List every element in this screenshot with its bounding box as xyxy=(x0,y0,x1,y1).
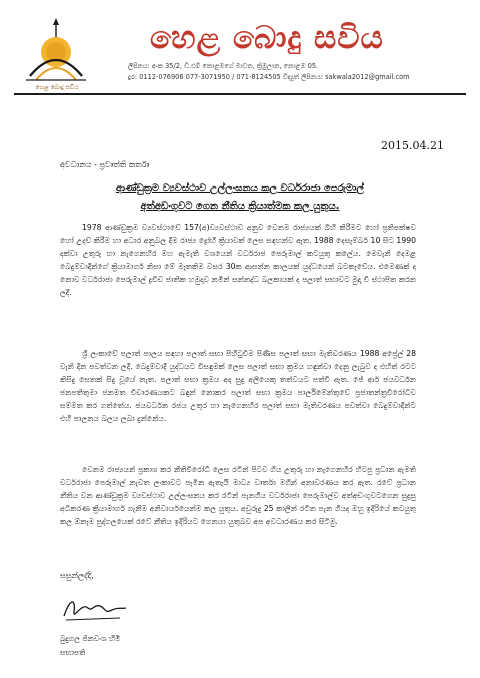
org-name: හෙළ බොදු සවිය xyxy=(150,20,384,56)
body-paragraph-2: ශ්‍රී ලංකාවේ පලාත් පාලය සඳහා පලාත් සභා පිහිටුවීම පිණිස පලාත් සභා මැතිවරණය 1988 අප්‍රේල් 28 වැනි දින පවත්වන ලදී. බෙදුම්වාදී යුද්ධයට විසඳුමක් ලෙස පලාත් සභා ක්‍රමය හඳුන්වා දෙනු ලැබුව ද එහිත් රටට කිසිදු සෙතක් සිදු වූයේ නැත. පලාත් සභා ක්‍රමය අද සුදු අලියෙකු තත්වයට පත්වී ඇත. ජේ ආර් ජයවර්ධන ජනපතිතුමා ජනමත විචාරණයකට බඳුන් නොකර පලාත් සභා ක්‍රමය පාර්ලිමේන්තුවේ ප්‍රජාතන්ත්‍රවිරෝධීව සම්මත කර ගත්තේය. ජයවර්ධන රජය උතුර හා නැගෙනහිර පලාත් සභා මැතිවරණය පවත්වා බෙදුම්වාදීන්ට එහි පාලනය බලය ලබා දුන්නේය. xyxy=(60,349,416,423)
letterhead-divider xyxy=(14,93,466,95)
closing-salutation: සසුන්ලද්දි, xyxy=(60,571,94,580)
logo-caption: හෙළ බොදු සවිය xyxy=(35,84,79,91)
contact-phone-email: දුර: 0112-076906 077-3071950 / 071-8124505 විද්‍යුත් ලිපිනය: sakwala2012@gmail.com xyxy=(128,73,410,81)
signer-name: බුදුගල ජිනවංශ හිමි xyxy=(60,634,121,643)
letter-date: 2015.04.21 xyxy=(381,139,444,152)
org-logo-icon xyxy=(22,18,90,90)
letter-heading-line1: ආණ්ඩුක්‍රම ව්‍යවස්ථාව උල්ලංඝනය කල වර්ධරාජා පෙරුමාල් xyxy=(115,183,365,194)
signer-title: සභාපති xyxy=(60,648,86,657)
body-paragraph-3: වෙනම රාජ්‍යයන් ප්‍රකාශ කර නීතිවිරෝධී ලෙස රටින් පිටව ගිය උතුරු හා නැගෙනහිර හිටපු ප්‍රධාන ඇමති වර්ධරාජා පෙරුමාල් නැවත ලංකාවට පැමින ඇතැයි මාධ්‍ය වාර්තා මගින් අනාවරණය කර ඇත. රටේ ප්‍රධාන නීතිය වන ආණ්ඩුක්‍රම ව්‍යවස්ථාව උල්ලංඝනය කර රටින් පැනගිය වර්ධරාජා පෙරුමාල්ව අත්අඩංගුවටගෙන සුදුසු අධිකරණ ක්‍රියාමාර්ග ගැනීම අනිවාර්යයෙන්ම කල යුතුය. අවුරුදු 25 කාලින් රටින පැන ගියද ඔහු ඉදිරියේ කටයුතු කල ඕනෑම පුද්ගලයෙක් රටේ නීතිය ඉදිරියට ගෙනයා යුතුබව අප අවධාරණය කර සිටිමු. xyxy=(60,465,416,526)
contact-address: ලිපිනය: අංක 35/2, ඩී.එම් කොළඹගේ මාවත, ක්‍රිමුලාන, කොළඹ 05. xyxy=(128,62,319,70)
body-paragraph-1: 1978 ආණ්ඩුක්‍රම ව්‍යවස්ථාවේ 157(අ)ව්‍යවස්ථාව අනුව වෙනම රාජ්‍යයක් බිහි කිරීමට හෝ ප්‍රතිපක්ෂව හෝ උදව් කිරීම හා අධාර අනුබල දීම රාජ්‍ය ද්‍රෝහී ක්‍රියාවක් ලෙස සඳහන්ව ඇත. 1988 දෙසැම්බර් 10 සිට 1990 දක්වා උතුරු හා නැගෙනහිර මහ ඇමැති වශයෙන් වර්ධරාජ පෙරුමාල් කටයුතු කලේය. මෙවැනි දෙමළ බෙදුම්වාදීන්ගේ ක්‍රියාමාර්ග නිසා මේ මෑතකිම වසර 30ක ආසන්න කාලයක් යුද්ධයෙන් බටකෑවේය. එමෙණක් ද නොව වර්ධරාජා පෙරුමාල් ද්‍රවිඩ ජාතික හමුදාව නමින් සන්නද්ධ බලකායක් ද පලාත් සභාවට මුදා වී ස්ථාපිත කරන ලදී. xyxy=(60,223,416,297)
attention-line: අවධානය - ප්‍රවෘත්ති කර්තෘ xyxy=(60,160,150,169)
letter-heading-line2: අත්අඩංගුවට ගෙන නීතිය ක්‍රියාත්මක කල යුතුය. xyxy=(140,201,340,212)
signature-mark xyxy=(60,594,130,624)
